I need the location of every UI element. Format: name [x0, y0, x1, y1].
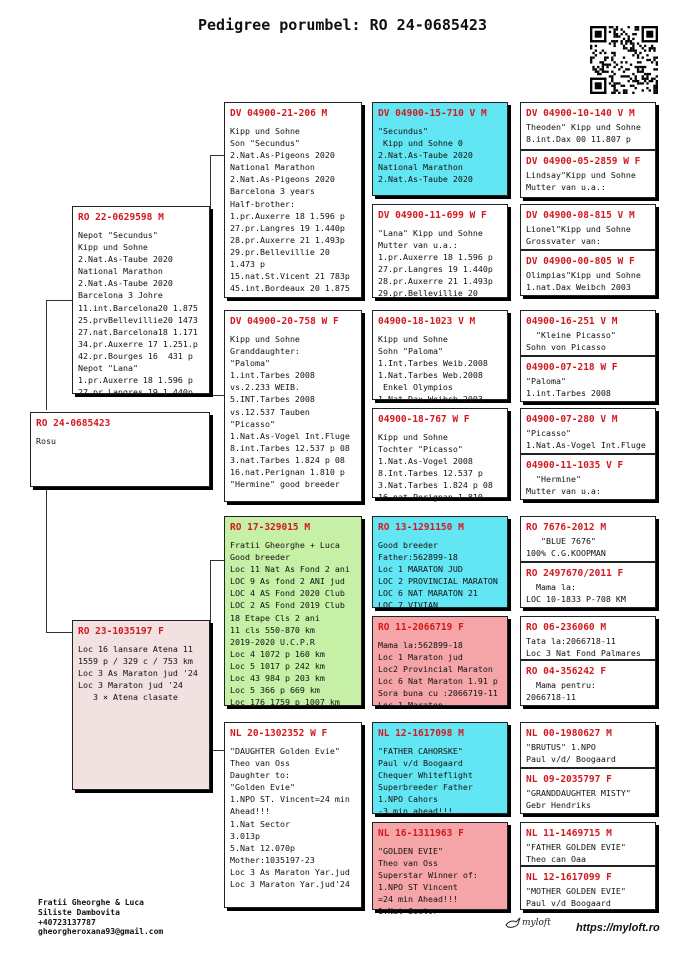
pigeon-card-gen3[interactable] [372, 102, 508, 196]
ring-number: RO 13-1291150 M [378, 522, 464, 533]
pigeon-details: Lindsay"Kipp und Sohne Mutter van u.a.: [526, 170, 636, 193]
pigeon-details: "BRUTUS" 1.NPO Paul v/d/ Boogaard [526, 742, 616, 765]
connector-line [210, 155, 224, 156]
page-title: Pedigree porumbel: RO 24-0685423 [198, 16, 487, 34]
pigeon-details: Lionel"Kipp und Sohne Grossvater van: [526, 224, 631, 247]
ring-number: RO 7676-2012 M [526, 522, 607, 533]
ring-number: RO 23-1035197 F [78, 626, 164, 637]
pigeon-details: "MOTHER GOLDEN EVIE" Paul v/d Boogaard [526, 886, 626, 909]
pigeon-details: "GOLDEN EVIE" Theo van Oss Superstar Winner of: 1.NPO ST Vincent =24 min Ahead!!! 1.Nat Sector [378, 846, 478, 917]
connector-line [46, 632, 72, 633]
ring-number: RO 06-236060 M [526, 622, 607, 633]
ring-number: 04900-18-1023 V M [378, 316, 476, 327]
pigeon-details: Olimpias"Kipp und Sohne 1.nat.Dax Weibch 2003 [526, 270, 641, 293]
pigeon-details: Tata la:2066718-11 Loc 3 Nat Fond Palmares [526, 636, 641, 659]
ring-number: RO 22-0629598 M [78, 212, 164, 223]
ring-number: 04900-11-1035 V F [526, 460, 624, 471]
pigeon-card-gen3[interactable] [372, 310, 508, 405]
ring-number: RO 11-2066719 F [378, 622, 464, 633]
pigeon-card-gen4[interactable] [520, 454, 656, 500]
pigeon-details: "FATHER GOLDEN EVIE" Theo can Oaa [526, 842, 626, 865]
pigeon-details: "Hermine" Mutter van u.a: [526, 474, 601, 497]
pigeon-card-gen3[interactable] [372, 822, 508, 917]
pigeon-card-gen4[interactable] [520, 150, 656, 198]
pigeon-details: Kipp und Sohne Son "Secundus" 2.Nat.As-Pigeons 2020 National Marathon 2.Nat.As-Pigeons 2020 Barcelona 3 years Half-brother: 1.pr.Auxerre 18 1.596 p 27.pr.Langres 19 1.440p 28.pr.Auxerre 21 1.493p 29.pr.Bellevillie 20 1.473 p 15.nat.St.Vicent 21 783p 45.int.Bordeaux 20 1.875 [230, 126, 350, 294]
pigeon-card-gen3[interactable] [372, 516, 508, 611]
pigeon-card-gen4[interactable] [520, 722, 656, 768]
pigeon-details: "Paloma" 1.int.Tarbes 2008 [526, 376, 611, 399]
pigeon-details: Kipp und Sohne Sohn "Paloma" 1.Int.Tarbes Weib.2008 1.Nat.Tarbes Web.2008 Enkel Olympios 1.Nat.Dax Weibch 2003 [378, 334, 488, 405]
pigeon-card-gen2[interactable] [224, 516, 362, 706]
pigeon-details: "Picasso" 1.Nat.As-Vogel Int.Fluge [526, 428, 646, 451]
ring-number: RO 17-329015 M [230, 522, 311, 533]
qr-code-icon [590, 26, 658, 94]
pigeon-details: "DAUGHTER Golden Evie" Theo van Oss Daughter to: "Golden Evie" 1.NPO ST. Vincent=24 min Ahead!!! 1.Nat Sector 3.013p 5.Nat 12.070p Mother:1035197-23 Loc 3 As Maraton Yar.jud Loc 3 Maraton Yar.jud'24 [230, 746, 350, 890]
ring-number: NL 09-2035797 F [526, 774, 612, 785]
ring-number: DV 04900-15-710 V M [378, 108, 487, 119]
pigeon-details: Nepot "Secundus" Kipp und Sohne 2.Nat.As-Taube 2020 National Marathon 2.Nat.As-Taube 2020 Barcelona 3 Johre 11.int.Barcelona20 1.875 25.prvBellevillie20 1473 27.nat.Barcelona18 1.171 34.pr.Auxerre 17 1.251.p 42.pr.Bourges 16 431 p Nepot "Lana" 1.pr.Auxerre 18 1.596 p 27.pr.Langres 19 1.440p [78, 230, 198, 398]
pigeon-card-gen4[interactable] [520, 356, 656, 402]
ring-number: RO 2497670/2011 F [526, 568, 624, 579]
pigeon-card-gen3[interactable] [372, 722, 508, 817]
pigeon-card-gen4[interactable] [520, 562, 656, 608]
pigeon-details: "BLUE 7676" 100% C.G.KOOPMAN [526, 536, 606, 559]
pigeon-details: Mama pentru: 2066718-11 [526, 680, 596, 703]
connector-line [46, 300, 72, 301]
ring-number: RO 24-0685423 [36, 418, 111, 429]
brand-logo: myloft [522, 918, 551, 928]
pigeon-details: Kipp und Sohne Granddaughter: "Paloma" 1.int.Tarbes 2008 vs.2.233 WEIB. 5.INT.Tarbes 2008 vs.12.537 Tauben "Picasso" 1.Nat.As-Vogel Int.Fluge 8.int.Tarbes 12.537 p 08 3.nat.Tarbes 1.824 p 08 16.nat.Perignan 1.810 p "Hermine" good breeder [230, 334, 350, 490]
ring-number: NL 20-1302352 W F [230, 728, 328, 739]
pigeon-card-gen3[interactable] [372, 408, 508, 503]
ring-number: DV 04900-11-699 W F [378, 210, 487, 221]
ring-number: NL 12-1617098 M [378, 728, 464, 739]
ring-number: 04900-18-767 W F [378, 414, 470, 425]
pigeon-card-dam[interactable] [72, 620, 210, 790]
pigeon-card-gen4[interactable] [520, 616, 656, 660]
pigeon-card-gen4[interactable] [520, 250, 656, 296]
pigeon-card-gen4[interactable] [520, 768, 656, 814]
pigeon-card-gen4[interactable] [520, 822, 656, 866]
pigeon-card-gen4[interactable] [520, 866, 656, 910]
pigeon-card-gen2[interactable] [224, 102, 362, 298]
pigeon-card-gen4[interactable] [520, 102, 656, 150]
ring-number: NL 00-1980627 M [526, 728, 612, 739]
ring-number: 04900-07-218 W F [526, 362, 618, 373]
ring-number: NL 12-1617099 F [526, 872, 612, 883]
connector-line [210, 395, 224, 396]
pigeon-card-gen4[interactable] [520, 408, 656, 454]
pigeon-card-sire[interactable] [72, 206, 210, 398]
connector-line [210, 155, 211, 395]
website-link[interactable]: https://myloft.ro [576, 922, 660, 934]
pigeon-details: "Secundus" Kipp und Sohne 0 2.Nat.As-Taube 2020 National Marathon 2.Nat.As-Taube 2020 [378, 126, 473, 185]
pigeon-card-gen3[interactable] [372, 616, 508, 711]
connector-line [210, 560, 211, 750]
ring-number: RO 04-356242 F [526, 666, 607, 677]
ring-number: DV 04900-05-2859 W F [526, 156, 641, 167]
pigeon-logo-icon [505, 915, 521, 931]
ring-number: DV 04900-00-805 W F [526, 256, 635, 267]
ring-number: 04900-07-280 V M [526, 414, 618, 425]
pigeon-details: Mama la:562899-18 Loc 1 Maraton jud Loc2 Provincial Maraton Loc 6 Nat Maraton 1.91 p Sora buna cu :2066719-11 Loc 1 Maraton [378, 640, 498, 711]
pigeon-details: "GRANDDAUGHTER MISTY" Gebr Hendriks [526, 788, 631, 811]
pigeon-card-gen2[interactable] [224, 722, 362, 908]
pigeon-card-gen2[interactable] [224, 310, 362, 502]
pigeon-details: Theoden" Kipp und Sohne 8.int.Dax 00 11.807 p [526, 122, 641, 145]
pigeon-card-gen4[interactable] [520, 310, 656, 356]
pigeon-details: "Kleine Picasso" Sohn von Picasso [526, 330, 616, 353]
pigeon-details: Kipp und Sohne Tochter "Picasso" 1.Nat.As-Vogel 2008 8.Int.Tarbes 12.537 p 3.Nat.Tarbes 1.824 p 08 16.nat.Perignan 1.810 [378, 432, 493, 503]
pigeon-details: Good breeder Father:562899-18 Loc 1 MARATON JUD LOC 2 PROVINCIAL MARATON LOC 6 NAT MARATON 21 LOC 7 VIVIAN [378, 540, 498, 611]
ring-number: 04900-16-251 V M [526, 316, 618, 327]
pigeon-details: Fratii Gheorghe + Luca Good breeder Loc 11 Nat As Fond 2 ani LOC 9 As fond 2 ANI jud LOC 4 AS Fond 2020 Club LOC 2 AS Fond 2019 Club 18 Etape Cls 2 ani 11 cls 550-870 km 2019-2020 U.C.P.R Loc 4 1072 p 160 km Loc 5 1017 p 242 km Loc 43 984 p 203 km Loc 5 366 p 669 km Loc 176 1759 p 1007 km [230, 540, 350, 708]
breeder-contact: Fratii Gheorghe & Luca Siliste Dambovita +40723137787 gheorgheroxana93@gmail.com [38, 898, 164, 937]
pigeon-card-subject[interactable] [30, 412, 210, 487]
ring-number: NL 11-1469715 M [526, 828, 612, 839]
ring-number: DV 04900-10-140 V M [526, 108, 635, 119]
pigeon-card-gen4[interactable] [520, 516, 656, 562]
pigeon-details: Loc 16 lansare Atena 11 1559 p / 329 c / 753 km Loc 3 As Maraton jud '24 Loc 3 Maraton jud '24 3 × Atena clasate [78, 644, 198, 703]
pigeon-details: "Lana" Kipp und Sohne Mutter van u.a.: 1.pr.Auxerre 18 1.596 p 27.pr.Langres 19 1.440p 28.pr.Auxerre 21 1.493p 29.pr.Bellevillie 20 [378, 228, 493, 299]
ring-number: DV 04900-20-758 W F [230, 316, 339, 327]
connector-line [46, 300, 47, 410]
ring-number: DV 04900-08-815 V M [526, 210, 635, 221]
pigeon-card-gen4[interactable] [520, 204, 656, 250]
pigeon-card-gen4[interactable] [520, 660, 656, 706]
pigeon-card-gen3[interactable] [372, 204, 508, 298]
ring-number: NL 16-1311963 F [378, 828, 464, 839]
pigeon-details: Rosu [36, 436, 56, 446]
pigeon-details: Mama la: LOC 10-1833 P-708 KM [526, 582, 626, 605]
connector-line [210, 750, 224, 751]
pigeon-details: "FATHER CAHORSKE" Paul v/d Boogaard Chequer Whiteflight Superbreeder Father 1.NPO Cahors -3 min ahead!!! [378, 746, 473, 817]
connector-line [210, 560, 224, 561]
ring-number: DV 04900-21-206 M [230, 108, 328, 119]
connector-line [46, 487, 47, 632]
